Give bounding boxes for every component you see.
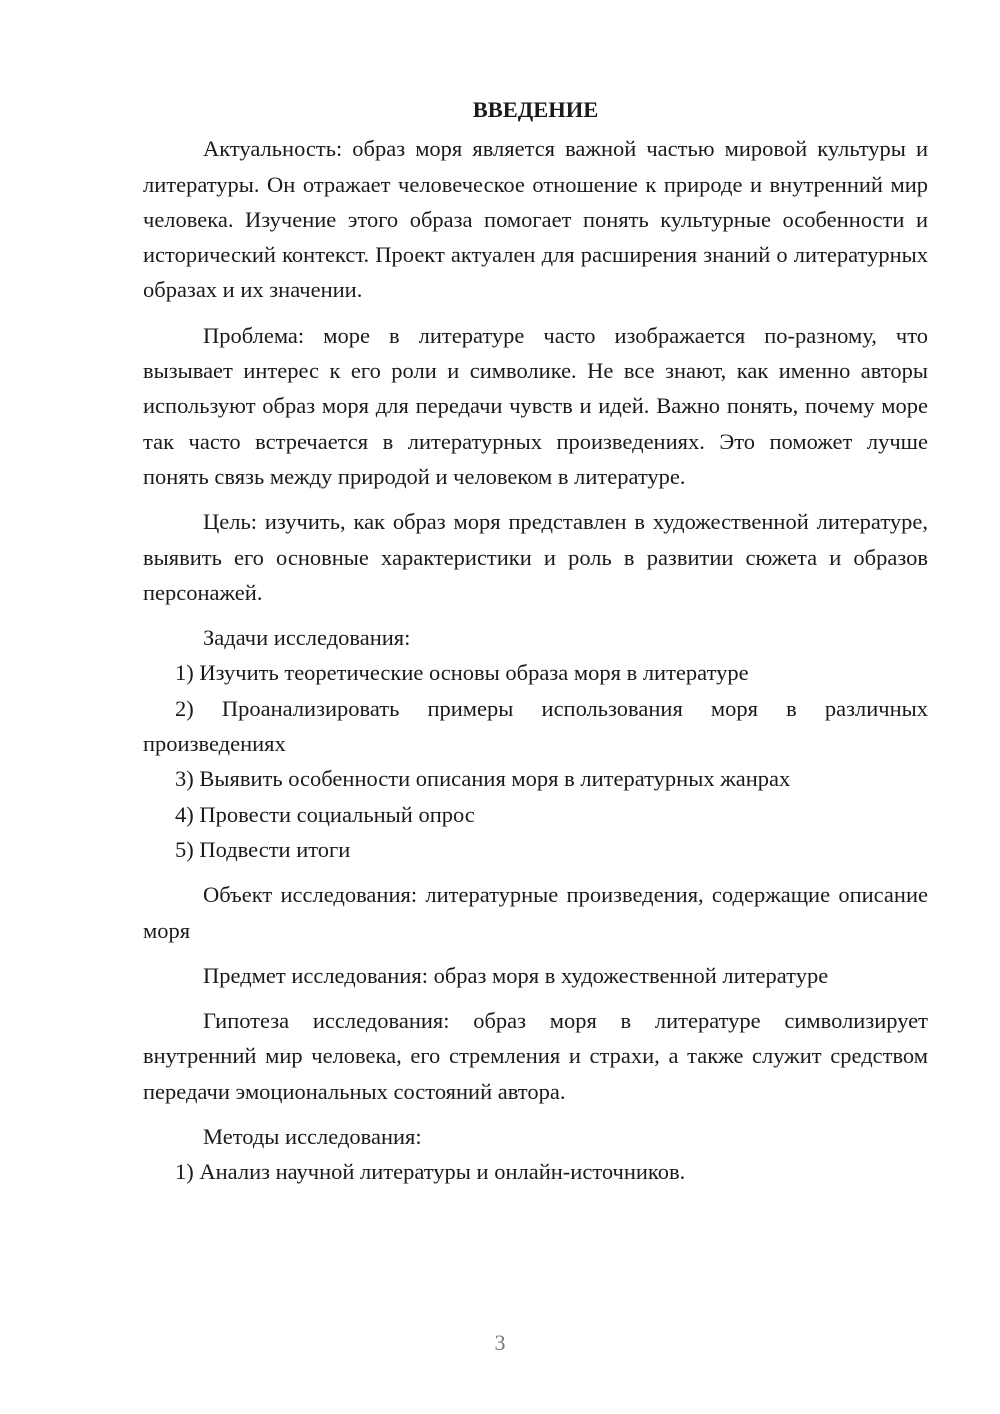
task-item: 2) Проанализировать примеры использования моря в различных произведениях: [143, 695, 928, 757]
method-item: 1) Анализ научной литературы и онлайн-источников.: [175, 1159, 686, 1185]
task-item: 1) Изучить теоретические основы образа моря в литературе: [175, 660, 749, 686]
paragraph-hypothesis: Гипотеза исследования: образ моря в литературе символизирует внутренний мир человека, его стремления и страхи, а также служит средством передачи эмоциональных состояний автора.: [143, 1008, 928, 1104]
paragraph-object: Объект исследования: литературные произведения, содержащие описание моря: [143, 882, 928, 943]
tasks-heading: Задачи исследования:: [203, 625, 411, 651]
task-item: 5) Подвести итоги: [175, 836, 351, 862]
task-item: 3) Выявить особенности описания моря в литературных жанрах: [175, 766, 791, 792]
page-number: 3: [494, 1330, 506, 1355]
task-item: 4) Провести социальный опрос: [175, 801, 475, 827]
paragraph-relevance: Актуальность: образ моря является важной частью мировой культуры и литературы. Он отражает человеческое отношение к природе и внутренний мир человека. Изучение этого образа помогает понять культурные особенности и исторический контекст. Проект актуален для расширения знаний о литературных образах и их значении.: [143, 136, 928, 303]
section-title: ВВЕДЕНИЕ: [472, 97, 599, 122]
methods-heading: Методы исследования:: [203, 1124, 422, 1150]
paragraph-subject: Предмет исследования: образ моря в художественной литературе: [203, 962, 829, 988]
paragraph-goal: Цель: изучить, как образ моря представлен в художественной литературе, выявить его основные характеристики и роль в развитии сюжета и образов персонажей.: [143, 509, 928, 605]
document-page: [143, 92, 928, 1190]
paragraph-problem: Проблема: море в литературе часто изображается по-разному, что вызывает интерес к его роли и символике. Не все знают, как именно авторы используют образ моря для передачи чувств и идей. Важно понять, почему море так часто встречается в литературных произведениях. Это поможет лучше понять связь между природой и человеком в литературе.: [143, 322, 928, 489]
